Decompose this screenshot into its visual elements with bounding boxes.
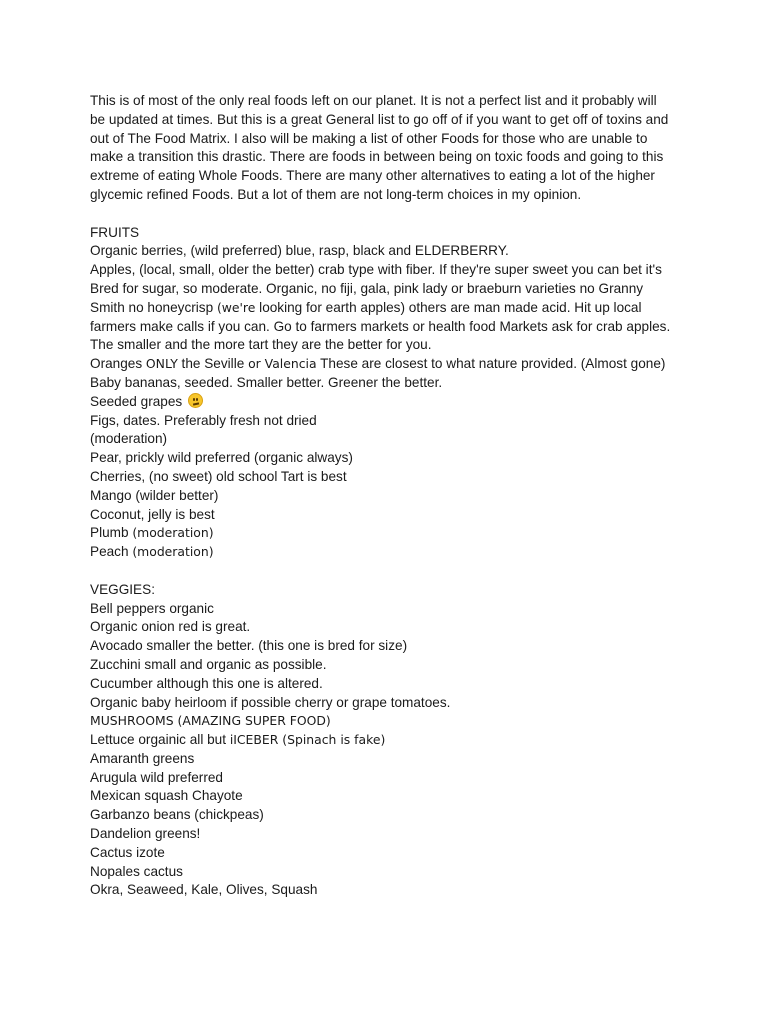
text-run: or Valencia	[248, 356, 317, 372]
text-run: ONLY	[145, 356, 178, 372]
list-item: MUSHROOMS (AMAZING SUPER FOOD)	[90, 713, 331, 729]
fruits-section	[90, 224, 690, 562]
text-run: Lettuce orgainic all but	[90, 732, 230, 748]
text-run: Smith no honeycrisp	[90, 299, 217, 315]
list-item: Organic berries, (wild preferred) blue, rasp, black and ELDERBERRY.	[90, 243, 509, 259]
text-run: iICEBER (Spinach is fake)	[229, 732, 386, 748]
list-item: Zucchini small and organic as possible.	[90, 656, 327, 672]
list-item: Nopales cactus	[90, 863, 183, 879]
list-item: (moderation)	[90, 431, 168, 447]
list-item: Bred for sugar, so moderate. Organic, no fiji, gala, pink lady or braeburn varieties no Granny	[90, 280, 644, 296]
veggies-section	[90, 581, 690, 901]
list-item: Arugula wild preferred	[90, 769, 223, 785]
intro-paragraph	[90, 92, 690, 205]
list-item: Organic baby heirloom if possible cherry or grape tomatoes.	[90, 694, 451, 710]
text-run: (moderation)	[132, 544, 214, 560]
veggies-heading: VEGGIES:	[90, 581, 155, 597]
list-item: Pear, prickly wild preferred (organic always)	[90, 450, 353, 466]
list-item: The smaller and the more tart they are the better for you.	[90, 337, 432, 353]
list-item: Avocado smaller the better. (this one is bred for size)	[90, 638, 408, 654]
text-run: Plumb	[90, 525, 133, 541]
list-item: Cactus izote	[90, 844, 165, 860]
list-item: Figs, dates. Preferably fresh not dried	[90, 412, 317, 428]
intro-line: out of The Food Matrix. I also will be making a list of other Foods for those who are unable to	[90, 130, 648, 146]
list-item: farmers make calls if you can. Go to farmers markets or health food Markets ask for crab apples.	[90, 318, 671, 334]
text-run: looking for earth apples) others are man made acid. Hit up local	[255, 299, 642, 315]
list-item: Garbanzo beans (chickpeas)	[90, 807, 264, 823]
list-item	[90, 543, 690, 562]
text-run: Seeded grapes	[90, 393, 186, 409]
list-item	[90, 355, 690, 374]
list-item: Organic onion red is great.	[90, 619, 251, 635]
text-run: the Seville	[177, 356, 249, 372]
list-item: Mango (wilder better)	[90, 487, 219, 503]
text-run: Peach	[90, 544, 133, 560]
text-run: (moderation)	[132, 525, 214, 541]
list-item: Mexican squash Chayote	[90, 788, 243, 804]
list-item: Okra, Seaweed, Kale, Olives, Squash	[90, 882, 318, 898]
text-run: These are closest to what nature provided. (Almost gone)	[316, 356, 666, 372]
intro-line: glycemic refined Foods. But a lot of them are not long-term choices in my opinion.	[90, 186, 582, 202]
intro-line: This is of most of the only real foods left on our planet. It is not a perfect list and it probably will	[90, 93, 657, 108]
list-item: Dandelion greens!	[90, 826, 201, 842]
list-item: Baby bananas, seeded. Smaller better. Greener the better.	[90, 374, 443, 390]
confused-face-icon	[188, 393, 203, 408]
text-run: Oranges	[90, 356, 146, 372]
list-item: Cucumber although this one is altered.	[90, 675, 323, 691]
list-item	[90, 524, 690, 543]
text-run: (we're	[216, 299, 256, 315]
intro-line: be updated at times. But this is a great General list to go off of if you want to get off of toxins and	[90, 111, 669, 127]
list-item	[90, 299, 690, 318]
list-item: Amaranth greens	[90, 750, 195, 766]
list-item	[90, 731, 690, 750]
list-item: Apples, (local, small, older the better) crab type with fiber. If they're super sweet you can bet it's	[90, 262, 662, 278]
list-item: Coconut, jelly is best	[90, 506, 215, 522]
list-item: Bell peppers organic	[90, 600, 214, 616]
fruits-heading: FRUITS	[90, 224, 140, 240]
document-page	[90, 92, 690, 900]
list-item: Cherries, (no sweet) old school Tart is best	[90, 468, 347, 484]
intro-line: make a transition this drastic. There are foods in between being on toxic foods and going to this	[90, 149, 664, 165]
intro-line: extreme of eating Whole Foods. There are many other alternatives to eating a lot of the higher	[90, 168, 655, 184]
list-item	[90, 393, 690, 412]
